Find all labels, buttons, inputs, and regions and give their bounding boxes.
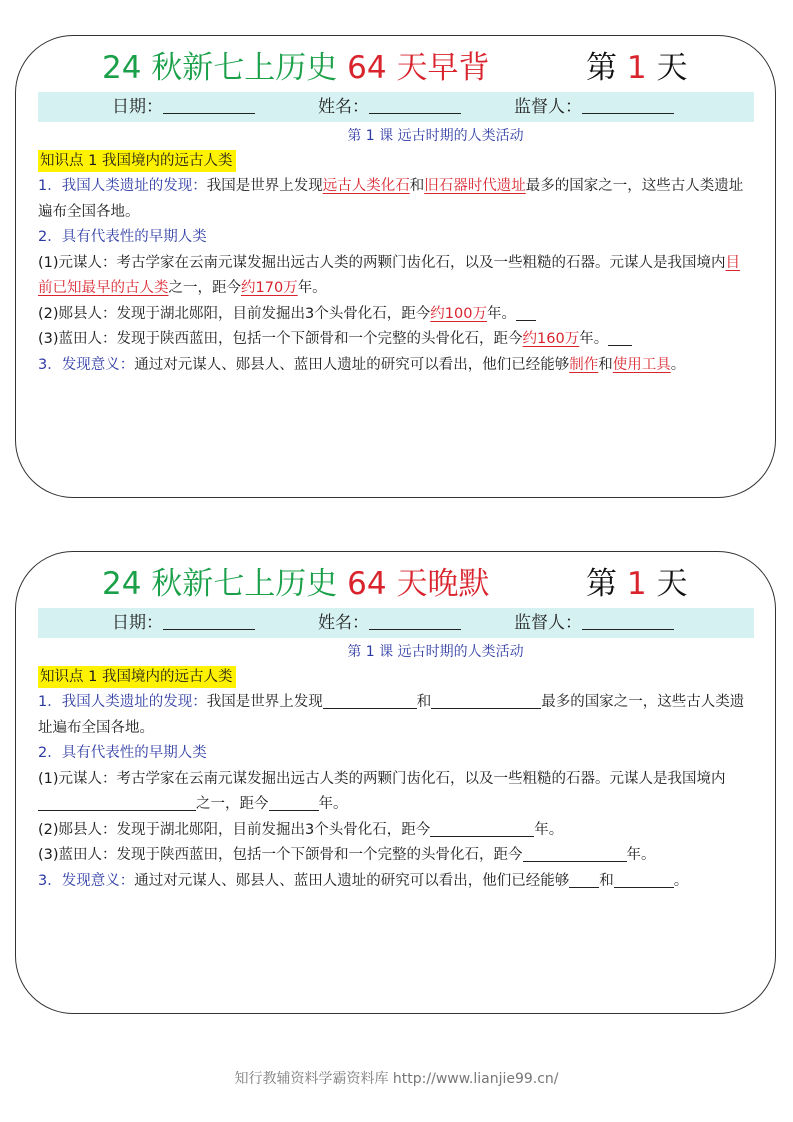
- day-prefix: 第: [586, 50, 617, 86]
- answer: 远古人类化石: [322, 178, 410, 194]
- paragraph-yuanmou: (1)元谋人：考古学家在云南元谋发掘出远古人类的两颗门齿化石，以及一些粗糙的石器。元谋人是我国境内之一，距今 年。: [38, 770, 726, 812]
- paragraph-discovery: 1．我国人类遗址的发现：我国是世界上发现 和 最多的国家之一，这些古人类遗址遍布全国各地。: [38, 690, 754, 741]
- answer: 目前已知最早的古人类: [38, 254, 741, 296]
- paragraph-yuanmou: (1)元谋人：考古学家在云南元谋发掘出远古人类的两颗门齿化石，以及一些粗糙的石器。元谋人是我国境内目前已知最早的古人类之一，距今约170万年。: [38, 254, 741, 296]
- paragraph-heading: 2．具有代表性的早期人类: [38, 229, 207, 245]
- content-body: [38, 690, 754, 894]
- day-prefix: 第: [586, 566, 617, 602]
- answer: 旧石器时代遗址: [424, 178, 526, 194]
- paragraph-significance: 3．发现意义：通过对元谋人、郧县人、蓝田人遗址的研究可以看出，他们已经能够 和 。: [38, 869, 754, 895]
- card-title: [16, 42, 775, 94]
- day-suffix: 天: [656, 50, 688, 86]
- info-bar: [38, 608, 754, 638]
- paragraph-lantian: (3)蓝田人：发现于陕西蓝田，包括一个下颌骨和一个完整的头骨化石，距今 年。: [38, 843, 754, 869]
- fill-blank[interactable]: [38, 793, 196, 811]
- page-footer: 知行教辅资料学霸资料库 http://www.lianjie99.cn/: [234, 1071, 559, 1087]
- answer: 约170万: [241, 280, 298, 296]
- fill-blank[interactable]: [569, 870, 599, 888]
- knowledge-point-label: 知识点 1 我国境内的远古人类: [38, 666, 236, 688]
- day-suffix: 天: [656, 566, 688, 602]
- day-number: 1: [626, 566, 647, 602]
- title-suffix: 早背: [427, 50, 490, 86]
- day-number: 1: [626, 50, 647, 86]
- info-bar: [38, 92, 754, 122]
- fill-blank[interactable]: [323, 691, 417, 709]
- fill-blank[interactable]: [430, 819, 534, 837]
- title-subject: 七上历史: [213, 566, 338, 602]
- content-body: [38, 174, 754, 378]
- paragraph-discovery: 1．我国人类遗址的发现：我国是世界上发现远古人类化石和旧石器时代遗址最多的国家之一，这些古人类遗址遍布全国各地。: [38, 178, 744, 220]
- date-field[interactable]: 日期：: [112, 92, 255, 122]
- fill-blank[interactable]: [523, 844, 627, 862]
- paragraph-yunxian: (2)郧县人：发现于湖北郧阳，目前发掘出3个头骨化石，距今 年。: [38, 818, 754, 844]
- paragraph-heading: 2．具有代表性的早期人类: [38, 745, 207, 761]
- name-field[interactable]: 姓名：: [318, 92, 461, 122]
- name-field[interactable]: 姓名：: [318, 608, 461, 638]
- fill-blank[interactable]: [431, 691, 541, 709]
- title-prefix: 24 秋新: [102, 50, 214, 86]
- fill-blank[interactable]: [614, 870, 674, 888]
- title-prefix: 24 秋新: [102, 566, 214, 602]
- fill-blank[interactable]: [269, 793, 319, 811]
- supervisor-field[interactable]: 监督人：: [514, 608, 674, 638]
- title-suffix: 晚默: [427, 566, 490, 602]
- lesson-title: 第 1 课 远古时期的人类活动: [347, 644, 524, 660]
- supervisor-field[interactable]: 监督人：: [514, 92, 674, 122]
- lesson-title: 第 1 课 远古时期的人类活动: [347, 128, 524, 144]
- morning-review-card: [15, 35, 776, 498]
- card-title: [16, 558, 775, 610]
- answer: 约160万: [522, 331, 580, 347]
- answer: 约100万: [430, 305, 487, 322]
- date-field[interactable]: 日期：: [112, 608, 255, 638]
- paragraph-significance: 3．发现意义：通过对元谋人、郧县人、蓝田人遗址的研究可以看出，他们已经能够制作和使用工具。: [38, 356, 686, 373]
- title-subject: 七上历史: [213, 50, 338, 86]
- paragraph-yunxian: (2)郧县人：发现于湖北郧阳，目前发掘出3个头骨化石，距今约100万年。: [38, 302, 754, 328]
- evening-recall-card: [15, 551, 776, 1014]
- knowledge-point-label: 知识点 1 我国境内的远古人类: [38, 150, 236, 172]
- paragraph-lantian: (3)蓝田人：发现于陕西蓝田，包括一个下颌骨和一个完整的头骨化石，距今约160万年。: [38, 327, 754, 353]
- answer: 使用工具: [612, 356, 671, 373]
- answer: 制作: [569, 356, 599, 373]
- title-days: 64 天: [347, 566, 428, 602]
- title-days: 64 天: [347, 50, 428, 86]
